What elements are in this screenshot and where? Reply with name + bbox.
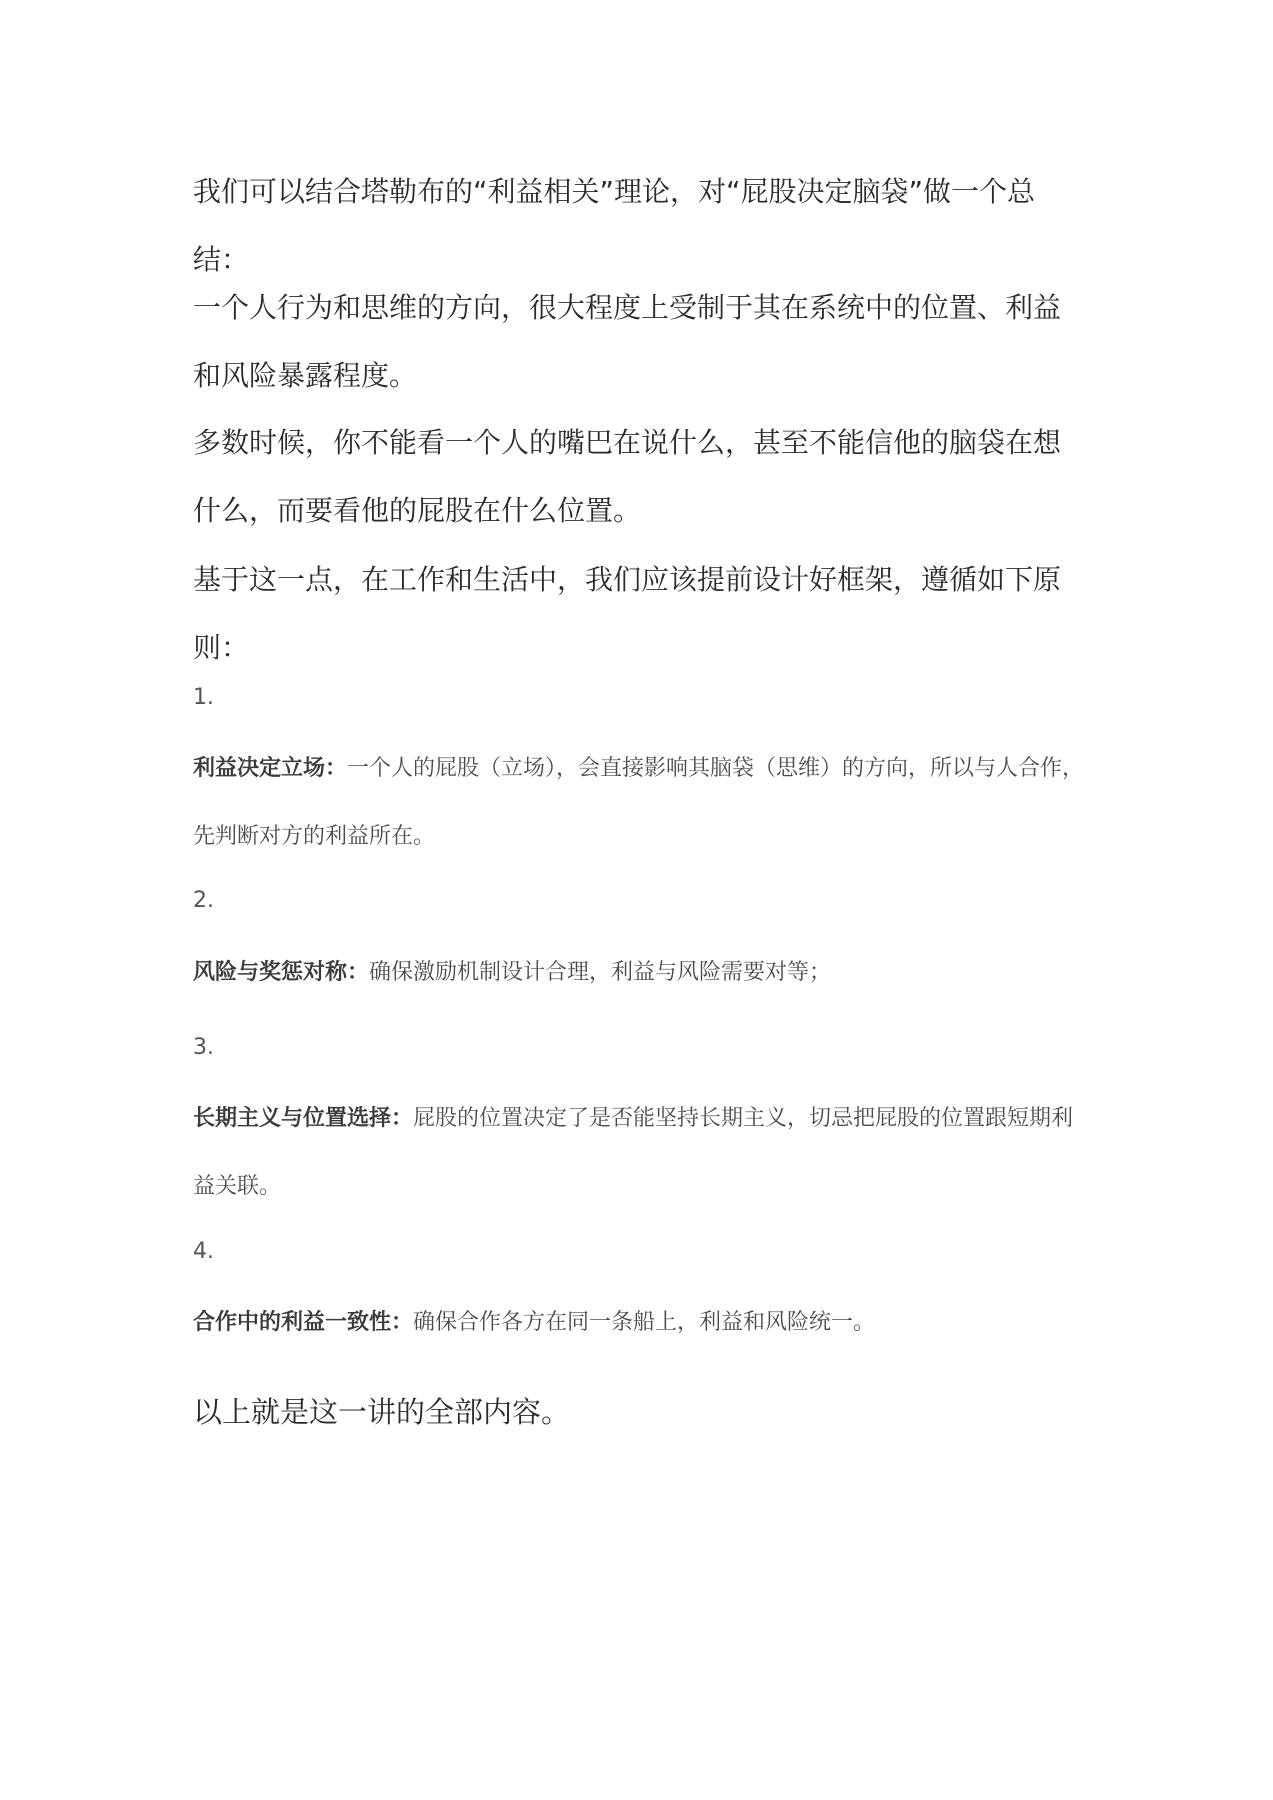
list-item-title: 长期主义与位置选择： [193,1106,414,1131]
list-item-title: 风险与奖惩对称： [193,960,370,985]
list-item-title: 合作中的利益一致性： [193,1310,414,1335]
list-item-3 [193,1085,1093,1221]
paragraph-summary: 一个人行为和思维的方向，很大程度上受制于其在系统中的位置、利益和风险暴露程度。 [193,291,1062,392]
paragraph-observation: 多数时候，你不能看一个人的嘴巴在说什么，甚至不能信他的脑袋在想什么，而要看他的屁股在什么位置。 [193,426,1062,527]
list-item-text: 一个人的屁股（立场），会直接影响其脑袋（思维）的方向，所以与人合作，先判断对方的利益所在。 [193,756,1085,849]
list-number-3: 3. [193,1035,214,1060]
list-number-4: 4. [193,1239,214,1264]
list-number-2: 2. [193,888,214,913]
paragraph-intro: 我们可以结合塔勒布的“利益相关”理论，对“屁股决定脑袋”做一个总结： [193,175,1036,276]
list-item-text: 屁股的位置决定了是否能坚持长期主义，切忌把屁股的位置跟短期利益关联。 [193,1106,1074,1199]
list-item-4 [193,1289,1093,1357]
list-number-1: 1. [193,685,214,710]
list-item-text: 确保激励机制设计合理，利益与风险需要对等； [369,960,832,985]
list-item-1 [193,735,1093,871]
list-item-2 [193,939,1093,1007]
paragraph-closing: 以上就是这一讲的全部内容。 [193,1395,571,1429]
list-item-text: 确保合作各方在同一条船上，利益和风险统一。 [413,1310,876,1335]
paragraph-principles-lead: 基于这一点，在工作和生活中，我们应该提前设计好框架，遵循如下原则： [193,563,1062,664]
list-item-title: 利益决定立场： [193,756,348,781]
